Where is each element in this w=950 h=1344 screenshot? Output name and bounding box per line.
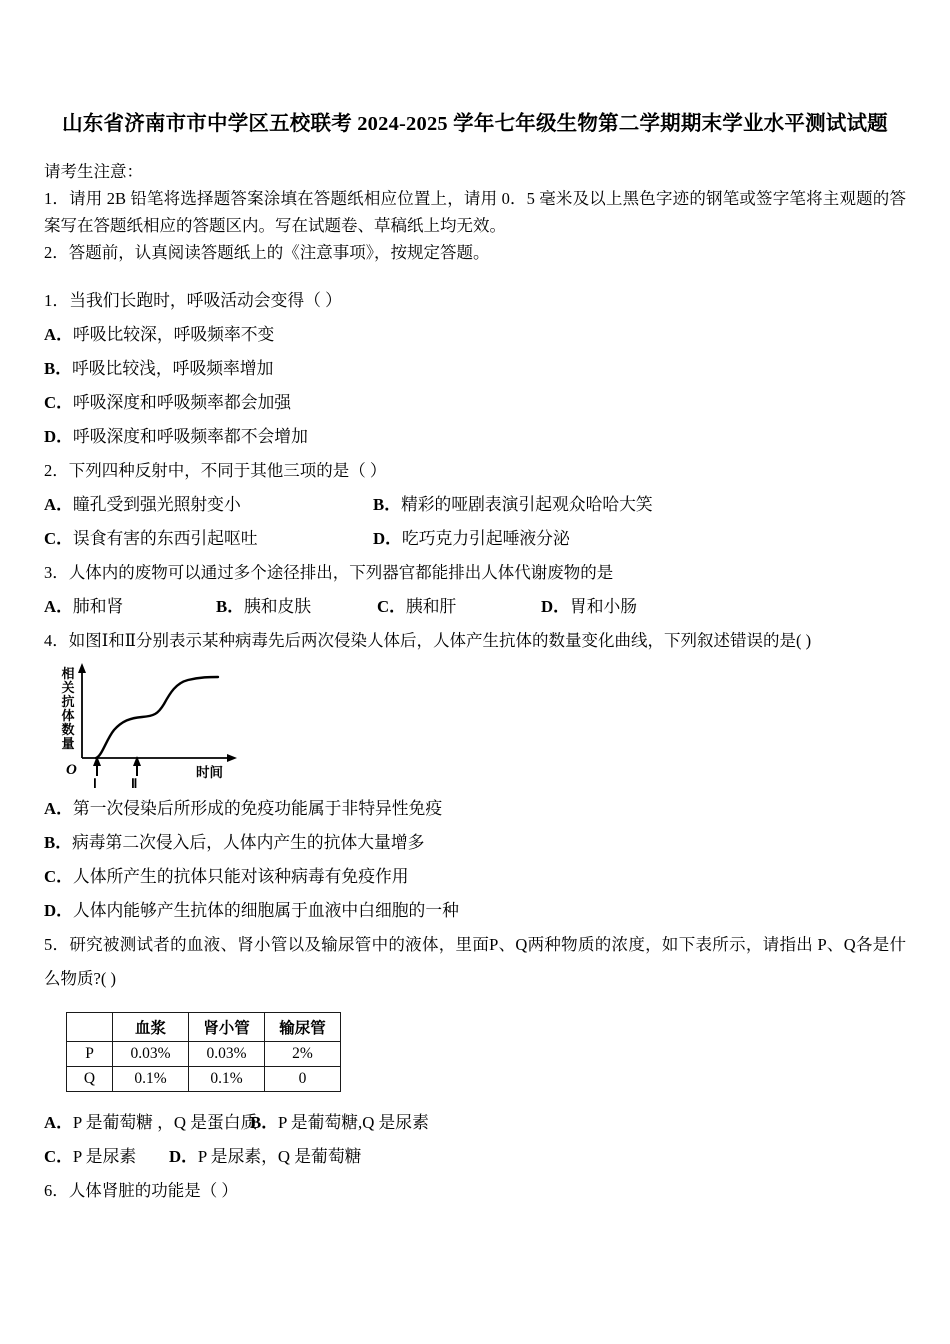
question-5-option-d[interactable] xyxy=(169,1140,361,1174)
option-letter: B． xyxy=(250,1113,278,1132)
table-cell-q-plasma: 0.1% xyxy=(113,1067,189,1092)
option-letter: C． xyxy=(44,393,73,412)
question-2-option-b[interactable] xyxy=(373,488,653,522)
option-letter: B． xyxy=(44,359,72,378)
option-letter: C． xyxy=(44,529,73,548)
question-2-text: 下列四种反射中，不同于其他三项的是（ ） xyxy=(68,461,387,480)
question-6-text: 人体肾脏的功能是（ ） xyxy=(68,1181,238,1200)
table-header-row xyxy=(67,1013,341,1042)
option-letter: A． xyxy=(44,495,73,514)
option-text: 胰和皮肤 xyxy=(243,597,312,616)
x-axis-label: 时间 xyxy=(196,765,223,780)
question-3-option-c[interactable] xyxy=(377,590,456,624)
option-text: 人体内能够产生抗体的细胞属于血液中白细胞的一种 xyxy=(72,901,459,920)
option-text: 肺和肾 xyxy=(72,597,124,616)
question-2-option-a[interactable] xyxy=(44,488,241,522)
question-2-option-row-2 xyxy=(44,522,906,556)
table-cell-p-renal-tubule: 0.03% xyxy=(189,1042,265,1067)
concentration-table xyxy=(66,1012,341,1092)
question-3-number: 3． xyxy=(44,563,69,582)
option-letter: A． xyxy=(44,799,73,818)
option-text: P 是尿素 xyxy=(72,1147,137,1166)
option-text: 呼吸比较浅，呼吸频率增加 xyxy=(71,359,274,378)
question-6 xyxy=(44,1174,906,1208)
option-letter: C． xyxy=(377,597,406,616)
svg-text:相: 相 xyxy=(61,666,75,681)
question-5-option-a[interactable] xyxy=(44,1106,257,1140)
svg-text:体: 体 xyxy=(61,708,75,723)
origin-label: O xyxy=(66,762,77,778)
option-letter: D． xyxy=(44,427,73,446)
question-1-option-d[interactable] xyxy=(44,420,906,454)
table-cell-p-plasma: 0.03% xyxy=(113,1042,189,1067)
question-5-option-row-1 xyxy=(44,1106,906,1140)
antibody-curve-svg xyxy=(34,660,264,788)
question-1-option-a[interactable] xyxy=(44,318,906,352)
svg-text:数: 数 xyxy=(61,722,75,737)
question-4-option-d[interactable] xyxy=(44,894,906,928)
question-3-stem xyxy=(44,556,906,590)
table-col-header-ureter: 输尿管 xyxy=(265,1013,341,1042)
option-text: 胃和小肠 xyxy=(569,597,638,616)
option-letter: B． xyxy=(373,495,401,514)
question-5 xyxy=(44,928,906,1174)
question-2-stem xyxy=(44,454,906,488)
option-letter: B． xyxy=(44,833,72,852)
question-5-number: 5． xyxy=(44,935,70,954)
option-text: 呼吸比较深，呼吸频率不变 xyxy=(72,325,275,344)
option-text: 呼吸深度和呼吸频率都不会增加 xyxy=(72,427,308,446)
table-row-label-q: Q xyxy=(67,1067,113,1092)
question-3-text: 人体内的废物可以通过多个途径排出，下列器官都能排出人体代谢废物的是 xyxy=(68,563,614,582)
question-4-text: 如图Ⅰ和Ⅱ分别表示某种病毒先后两次侵染人体后，人体产生抗体的数量变化曲线，下列叙述错误的是( ) xyxy=(68,631,812,650)
question-2 xyxy=(44,454,906,556)
option-text: 吃巧克力引起唾液分泌 xyxy=(401,529,570,548)
question-2-option-d[interactable] xyxy=(373,522,570,556)
x-axis-arrowhead xyxy=(227,754,237,762)
option-text: 第一次侵染后所形成的免疫功能属于非特异性免疫 xyxy=(72,799,443,818)
table-corner-cell xyxy=(67,1013,113,1042)
page-content xyxy=(44,104,906,1208)
question-4-number: 4． xyxy=(44,631,69,650)
marker-1-label: Ⅰ xyxy=(93,776,97,788)
question-4-option-b[interactable] xyxy=(44,826,906,860)
question-1-option-b[interactable] xyxy=(44,352,906,386)
question-5-option-row-2 xyxy=(44,1140,906,1174)
concentration-table-wrap xyxy=(44,1012,906,1092)
svg-text:关: 关 xyxy=(61,680,75,695)
question-6-stem xyxy=(44,1174,906,1208)
notice-item-1: 1．请用 2B 铅笔将选择题答案涂填在答题纸相应位置上，请用 0．5 毫米及以上黑色字迹的钢笔或签字笔将主观题的答案写在答题纸相应的答题区内。写在试题卷、草稿纸上均无效。 xyxy=(44,189,906,235)
antibody-curve-figure xyxy=(44,660,906,788)
option-letter: C． xyxy=(44,1147,73,1166)
question-4-option-c[interactable] xyxy=(44,860,906,894)
y-axis-label xyxy=(61,666,74,751)
option-text: 误食有害的东西引起呕吐 xyxy=(72,529,258,548)
question-4-stem xyxy=(44,624,906,658)
question-3 xyxy=(44,556,906,624)
notice-heading: 请考生注意： xyxy=(44,162,143,181)
option-letter: D． xyxy=(541,597,570,616)
question-2-option-row-1 xyxy=(44,488,906,522)
question-1-text: 当我们长跑时，呼吸活动会变得（ ） xyxy=(69,291,342,310)
table-row xyxy=(67,1042,341,1067)
option-text: 病毒第二次侵入后，人体内产生的抗体大量增多 xyxy=(71,833,425,852)
question-5-option-c[interactable] xyxy=(44,1140,136,1174)
question-2-number: 2． xyxy=(44,461,69,480)
option-text: P 是尿素，Q 是葡萄糖 xyxy=(197,1147,362,1166)
question-3-option-d[interactable] xyxy=(541,590,637,624)
option-text: 人体所产生的抗体只能对该种病毒有免疫作用 xyxy=(72,867,409,886)
question-3-option-a[interactable] xyxy=(44,590,123,624)
option-letter: D． xyxy=(373,529,402,548)
question-3-option-row xyxy=(44,590,906,624)
marker-2-label: Ⅱ xyxy=(131,776,138,788)
table-cell-q-renal-tubule: 0.1% xyxy=(189,1067,265,1092)
table-col-header-plasma: 血浆 xyxy=(113,1013,189,1042)
question-1 xyxy=(44,284,906,454)
question-6-number: 6． xyxy=(44,1181,69,1200)
table-cell-p-ureter: 2% xyxy=(265,1042,341,1067)
question-4-option-a[interactable] xyxy=(44,792,906,826)
question-5-stem xyxy=(44,928,906,996)
option-letter: D． xyxy=(169,1147,198,1166)
option-letter: C． xyxy=(44,867,73,886)
svg-text:量: 量 xyxy=(61,736,75,751)
option-text: 呼吸深度和呼吸频率都会加强 xyxy=(72,393,292,412)
table-col-header-renal-tubule: 肾小管 xyxy=(189,1013,265,1042)
question-4 xyxy=(44,624,906,928)
option-text: P 是葡萄糖 ，Q 是蛋白质 xyxy=(72,1113,258,1132)
table-cell-q-ureter: 0 xyxy=(265,1067,341,1092)
question-3-option-b[interactable] xyxy=(216,590,311,624)
y-axis-arrowhead xyxy=(78,663,86,673)
option-text: 瞳孔受到强光照射变小 xyxy=(72,495,241,514)
table-row-label-p: P xyxy=(67,1042,113,1067)
question-2-option-c[interactable] xyxy=(44,522,258,556)
option-text: 精彩的哑剧表演引起观众哈哈大笑 xyxy=(400,495,653,514)
option-letter: A． xyxy=(44,325,73,344)
option-text: P 是葡萄糖,Q 是尿素 xyxy=(277,1113,429,1132)
question-1-option-c[interactable] xyxy=(44,386,906,420)
question-1-number: 1． xyxy=(44,291,70,310)
svg-text:抗: 抗 xyxy=(61,694,75,709)
notice-item-2: 2．答题前，认真阅读答题纸上的《注意事项》，按规定答题。 xyxy=(44,243,490,262)
antibody-curve-path xyxy=(96,677,218,758)
option-letter: B． xyxy=(216,597,244,616)
option-letter: D． xyxy=(44,901,73,920)
option-text: 胰和肝 xyxy=(405,597,457,616)
table-row xyxy=(67,1067,341,1092)
question-5-option-b[interactable] xyxy=(250,1106,429,1140)
question-5-text: 研究被测试者的血液、肾小管以及输尿管中的液体，里面P、Q两种物质的浓度，如下表所示，请指出 P、Q各是什么物质?( ) xyxy=(44,935,907,988)
notice-block xyxy=(44,158,906,266)
option-letter: A． xyxy=(44,597,73,616)
option-letter: A． xyxy=(44,1113,73,1132)
page-title: 山东省济南市市中学区五校联考 2024-2025 学年七年级生物第二学期期末学业水平测试试题 xyxy=(62,113,888,135)
question-1-stem xyxy=(44,284,906,318)
